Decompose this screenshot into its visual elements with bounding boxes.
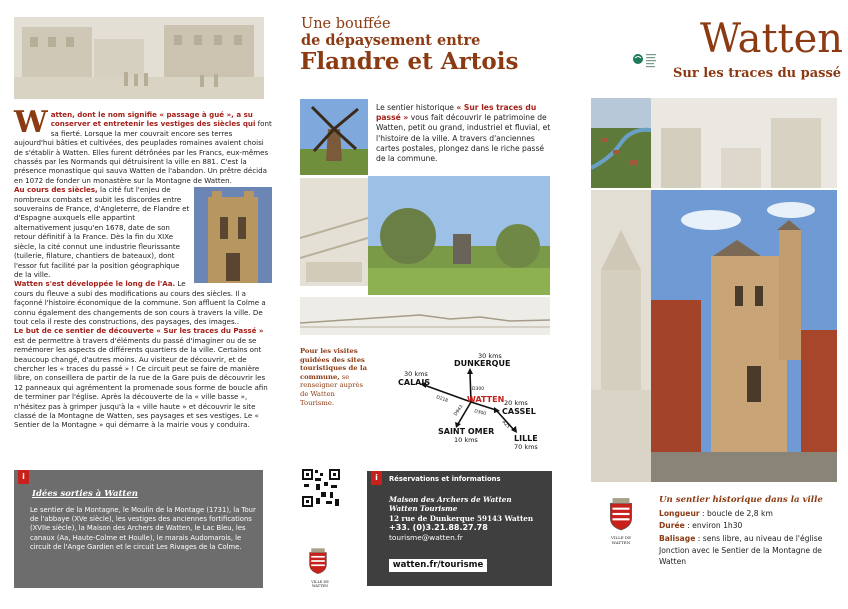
resa-website-link[interactable]: watten.fr/tourisme: [389, 559, 487, 572]
tagline-line2: de dépaysement entre: [301, 32, 481, 49]
longueur-label: Longueur: [659, 508, 700, 518]
resa-address: 12 rue de Dunkerque 59143 Watten: [389, 513, 534, 523]
outings-title: Idées sorties à Watten: [32, 489, 138, 499]
map-lille-dist: 70 kms: [514, 443, 538, 451]
aa-river-text: Le cours du fleuve a subi des modifications au cours des siècles. Il a façonné l'histoire économique de la commune. Son affluent la Colme a connu également des changements de son cours à travers la ville. De tout cela il reste des constructions, des paysages, des images..: [14, 279, 266, 326]
history-intro-bold: atten, dont le nom signifie « passage à gué », a su conserver et entretenir les vestiges des siècles qui: [50, 110, 256, 129]
town-coat-of-arms-right: [605, 497, 637, 545]
aerial-photo: [591, 98, 651, 188]
trail-purpose-bold: Le but de ce sentier de découverte « Sur les traces du Passé »: [14, 326, 264, 336]
map-calais: CALAIS: [398, 378, 431, 387]
map-road-d943: D943: [453, 404, 465, 418]
map-cassel: CASSEL: [502, 407, 536, 416]
coat-caption: VILLE DE WATTEN: [311, 580, 329, 588]
map-dunkerque: DUNKERQUE: [454, 359, 511, 368]
balisage-value: : sens libre, au niveau de l'église: [695, 533, 823, 543]
tagline-flandre-artois: Flandre et Artois: [300, 48, 519, 75]
coat-caption-right: VILLE DE WATTEN: [610, 535, 632, 545]
church-tower-photo: [194, 187, 272, 283]
tower-ruin-photo: [368, 176, 550, 295]
trail-info: [659, 494, 841, 567]
windmill-photo: [300, 99, 368, 175]
church-street-photo: [651, 190, 837, 482]
map-road-d300-east: D300: [473, 409, 487, 418]
map-saintomer: SAINT OMER: [438, 427, 495, 436]
resa-email[interactable]: tourisme@watten.fr: [389, 532, 463, 542]
brochure-subtitle: Sur les traces du passé: [673, 66, 842, 81]
old-street-photo: [14, 17, 264, 99]
map-road-d300-north: D300: [472, 387, 485, 392]
road-map: [396, 352, 546, 452]
dropcap-letter: W: [14, 105, 48, 140]
map-road-d218: D218: [435, 395, 449, 405]
brochure-title: Watten: [700, 16, 844, 62]
aa-river-bold: Watten s'est développée le long de l'Aa.: [14, 279, 176, 289]
qr-code[interactable]: [301, 468, 341, 508]
outings-text: Le sentier de la Montagne, le Moulin de la Montage (1731), la Tour de l'abbaye (XVe siècle), les vestiges des anciennes fortifications (XVIIe siècle), la Maison des Archers de Watten, le Lac Bleu, les canaux (Aa, Haute-Colme et Houlle), le marais Audomarois, le circuit de l'Ange Gardien et le circuit Les Rivages de la Colme.: [30, 506, 256, 551]
resa-phone[interactable]: +33. (0)3.21.88.27.78: [389, 523, 488, 533]
intro-trail-name: « Sur les traces du passé »: [376, 103, 537, 123]
resa-header: Réservations et informations: [389, 475, 501, 483]
resa-maison-archers: Maison des Archers de Watten: [389, 495, 512, 504]
reservations-box: [367, 471, 552, 586]
tagline-line1: Une bouffée: [301, 16, 391, 32]
town-coat-of-arms: [307, 546, 333, 586]
trail-purpose-text: est de permettre à travers d'éléments du passé d'imaginer ou de se remémorer les aspects de différents quartiers de la ville. Certains ont beaucoup changé, d'autres moins. Au visiteur de découvrir, et de chercher les « traces du passé » ! Ce circuit peut se faire de manière libre, on conseillera de partir de la rue de la Gare puis de découvrir les 12 panneaux qui agrémentent la promenade sous forme de boucle afin de terminer par l'église. Après la découverte de la « ville basse », n'hésitez pas à grimper jusqu'à la « ville haute » et découvrir le site classé de la Montagne de Watten, ses paysages et ses vestiges. Le « Sentier de la Montagne » qui démarre à la mairie vous y conduira.: [14, 335, 268, 430]
guided-visits-bold: Pour les visites guidées des sites touristiques de la commune,: [300, 347, 367, 381]
old-postcard-bridge: [300, 178, 368, 286]
map-dunkerque-dist: 30 kms: [478, 352, 502, 360]
history-intro-text: font sa fierté. Lorsque la mer couvrait encore ses terres aujourd'hui bâties et cultivées, des peuplades romaines avaient choisi de s'établir à Watten. Elles furent détrônées par les Francs, eux-mêmes chassés par les Normands qui détruisirent la ville en 881. C'est la présence monastique qui sauva Watten de l'abandon. Un prêtre décida en 1072 de fonder un monastère sur la Montagne de Watten.: [14, 119, 272, 185]
old-street-postcard: [591, 190, 651, 482]
old-church-postcard: [651, 98, 837, 188]
panel1-history-text: [14, 105, 272, 430]
centuries-bold: Au cours des siècles,: [14, 185, 98, 195]
guided-visits-note: [300, 347, 370, 407]
map-saintomer-dist: 10 kms: [454, 436, 478, 444]
map-lille: LILLE: [514, 434, 538, 443]
balisage-label: Balisage: [659, 533, 696, 543]
duree-label: Durée: [659, 521, 685, 530]
resa-watten-tourisme: Watten Tourisme: [389, 504, 458, 514]
trail-intro-text: [376, 103, 554, 164]
old-panorama-engraving: [300, 297, 550, 335]
info-icon: i: [371, 471, 382, 485]
info-icon: i: [18, 470, 29, 484]
centuries-text: la cité fut l'enjeu de nombreux combats et subit les discordes entre souverains de France, d'Angleterre, de Flandre et d'Espagne auxquels elle appartint alternativement jusqu'en 1678, date de son retour définitif à la France. Dès la fin du XIXe siècle, la cité connut une industrie fleurissante (tuilerie, filature, chantiers de bateaux), dont l'essor fut facilité par la position géographique de la ville.: [14, 185, 190, 279]
outings-ideas-box: [14, 470, 263, 588]
trail-info-heading: Un sentier historique dans la ville: [659, 495, 823, 505]
regional-park-logo: [632, 52, 658, 82]
guided-visits-text: se renseigner auprès de Watten Tourisme.: [300, 372, 364, 407]
duree-value: : environ 1h30: [684, 521, 743, 530]
map-watten: WATTEN: [467, 395, 505, 404]
longueur-value: : boucle de 2,8 km: [699, 508, 773, 518]
map-cassel-dist: 20 kms: [504, 399, 528, 407]
map-calais-dist: 30 kms: [404, 370, 428, 378]
jonction-text: Jonction avec le Sentier de la Montagne de Watten: [659, 546, 822, 566]
intro-suffix: vous fait découvrir le patrimoine de Watten, petit ou grand, industriel et fluvial, et l'histoire de la ville. A travers d'anciennes cartes postales, plongez dans le riche passé de la commune.: [376, 113, 551, 164]
map-road-a25: A25: [500, 419, 511, 430]
intro-prefix: Le sentier historique: [376, 103, 457, 112]
